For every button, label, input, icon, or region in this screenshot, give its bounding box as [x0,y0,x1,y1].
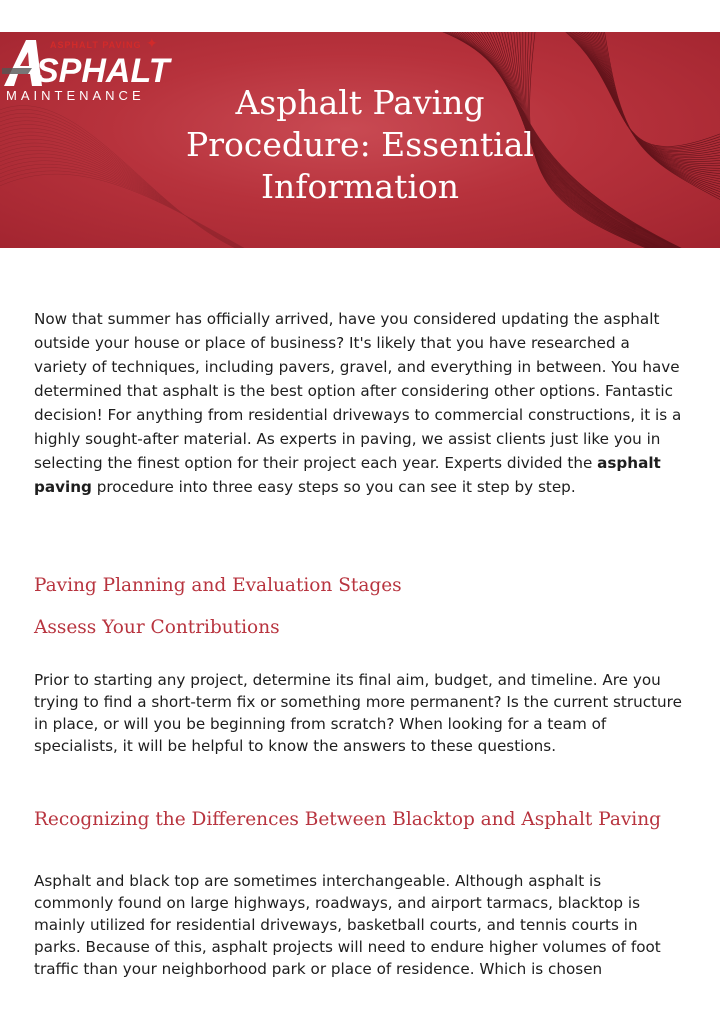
section-heading: Paving Planning and Evaluation Stages [34,575,402,596]
wave-line [602,32,720,199]
wave-line [604,32,720,202]
section-paragraph: Prior to starting any project, determine its final aim, budget, and timeline. Are you trying to find a short-term fix or something more permanent? Is the current structure in place, or will you be beginning from scratch? When looking for a team of specialists, it will be helpful to know the answers to these questions. [34,671,682,755]
section-heading: Assess Your Contributions [34,617,280,638]
page-title-line: Information [260,167,460,206]
logo-top-text: ASPHALT PAVING [50,40,142,50]
page-title-line: Procedure: Essential [186,125,534,164]
assess-paragraph-block [34,669,684,757]
wave-line [595,32,720,188]
intro-text-end: procedure into three easy steps so you can see it step by step. [96,478,576,496]
page-title [150,82,570,208]
intro-paragraph [34,307,684,499]
wave-line [593,32,720,185]
intro-paragraph-block [34,307,684,499]
section-paragraph: Asphalt and black top are sometimes interchangeable. Although asphalt is commonly found on large highways, roadways, and airport tarmacs, blacktop is mainly utilized for residential driveways, basketball courts, and tennis courts in parks. Because of this, asphalt projects will need to endure higher volumes of foot traffic than your neighborhood park or place of residence. Which is chosen [34,872,661,978]
header-banner [0,32,720,248]
maple-leaf-icon: ✦ [146,36,158,52]
section-heading: Recognizing the Differences Between Blacktop and Asphalt Paving [34,809,661,830]
differences-heading-block [34,808,684,832]
logo-tagline: MAINTENANCE [6,88,145,103]
company-logo[interactable] [0,32,175,142]
wave-line [574,32,720,158]
intro-bold-keyword: asphalt paving [34,454,661,496]
differences-paragraph-block [34,870,684,980]
wave-line [597,32,720,191]
wave-line [600,32,720,196]
subsection-heading-block [34,616,684,640]
wave-line [588,32,720,177]
intro-text: Now that summer has officially arrived, have you considered updating the asphalt outside your house or place of business? It's likely that you have researched a variety of techniques, including pavers, gravel, and everything in between. You have determined that asphalt is the best option after considering other options. Fantastic decision! For anything from residential driveways to commercial constructions, it is a highly sought-after material. As experts in paving, we assist clients just like you in selecting the finest option for their project each year. Experts divided the [34,310,682,472]
page-title-line: Asphalt Paving [235,83,485,122]
section-heading-block [34,574,684,598]
logo-brand-text: SPHALT [36,52,170,90]
wave-line [569,32,720,153]
